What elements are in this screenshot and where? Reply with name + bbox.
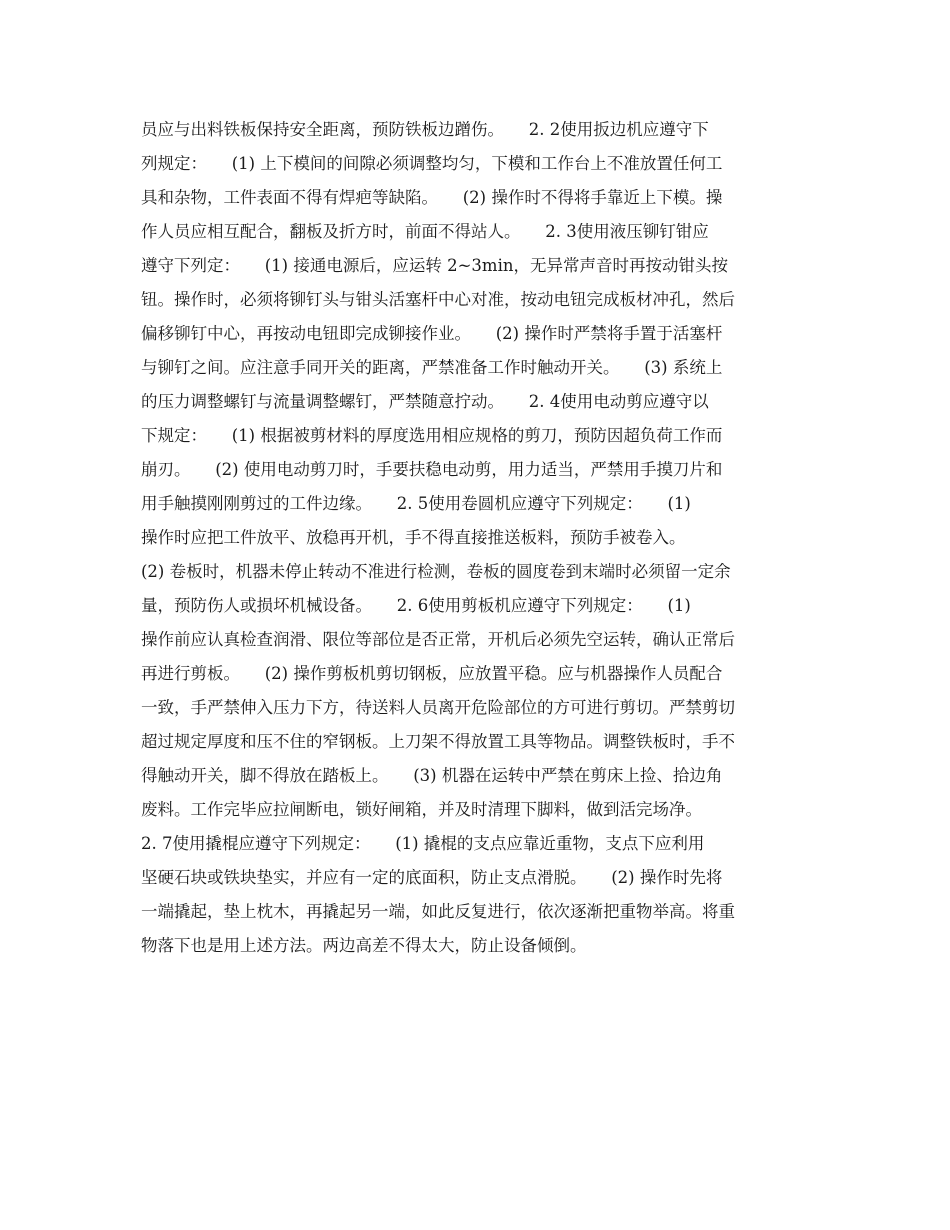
text-line: 超过规定厚度和压不住的窄钢板。上刀架不得放置工具等物品。调整铁板时，手不 <box>141 732 735 751</box>
text-line: 坚硬石块或铁块垫实，并应有一定的底面积，防止支点滑脱。 (2) 操作时先将 <box>141 868 723 887</box>
text-line: 一端撬起，垫上枕木，再撬起另一端，如此反复进行，依次逐渐把重物举高。将重 <box>141 902 735 921</box>
text-line: 崩刃。 (2) 使用电动剪刀时，手要扶稳电动剪，用力适当，严禁用手摸刀片和 <box>141 460 723 479</box>
text-line: 列规定： (1) 上下模间的间隙必须调整均匀，下模和工作台上不准放置任何工 <box>141 154 723 173</box>
text-line: 与铆钉之间。应注意手同开关的距离，严禁准备工作时触动开关。 (3) 系统上 <box>141 358 723 377</box>
text-line: 用手触摸刚刚剪过的工件边缘。 2. 5使用卷圆机应遵守下列规定： (1) <box>141 494 691 513</box>
text-line: 钮。操作时，必须将铆钉头与钳头活塞杆中心对准，按动电钮完成板材冲孔，然后 <box>141 290 735 309</box>
text-line: 操作时应把工件放平、放稳再开机，手不得直接推送板料，预防手被卷入。 <box>141 528 686 547</box>
text-line: 一致，手严禁伸入压力下方，待送料人员离开危险部位的方可进行剪切。严禁剪切 <box>141 698 735 717</box>
text-line: 2. 7使用撬棍应遵守下列规定： (1) 撬棍的支点应靠近重物，支点下应利用 <box>141 834 705 853</box>
text-line: 再进行剪板。 (2) 操作剪板机剪切钢板，应放置平稳。应与机器操作人员配合 <box>141 664 723 683</box>
text-line: 具和杂物，工件表面不得有焊疤等缺陷。 (2) 操作时不得将手靠近上下模。操 <box>141 188 723 207</box>
text-line: 得触动开关，脚不得放在踏板上。 (3) 机器在运转中严禁在剪床上捡、拾边角 <box>141 766 723 785</box>
text-line: 的压力调整螺钉与流量调整螺钉，严禁随意拧动。 2. 4使用电动剪应遵守以 <box>141 392 709 411</box>
body-text <box>141 113 821 963</box>
text-line: 作人员应相互配合，翻板及折方时，前面不得站人。 2. 3使用液压铆钉钳应 <box>141 222 709 241</box>
text-line: 员应与出料铁板保持安全距离，预防铁板边蹭伤。 2. 2使用扳边机应遵守下 <box>141 120 709 139</box>
text-line: 遵守下列定： (1) 接通电源后，应运转 2~3min，无异常声音时再按动钳头按 <box>141 256 728 275</box>
text-line: 下规定： (1) 根据被剪材料的厚度选用相应规格的剪刀，预防因超负荷工作而 <box>141 426 723 445</box>
text-line: 量，预防伤人或损坏机械设备。 2. 6使用剪板机应遵守下列规定： (1) <box>141 596 691 615</box>
text-line: 物落下也是用上述方法。两边高差不得太大，防止设备倾倒。 <box>141 936 587 955</box>
text-line: 偏移铆钉中心，再按动电钮即完成铆接作业。 (2) 操作时严禁将手置于活塞杆 <box>141 324 723 343</box>
text-line: 操作前应认真检查润滑、限位等部位是否正常，开机后必须先空运转，确认正常后 <box>141 630 735 649</box>
text-line: 废料。工作完毕应拉闸断电，锁好闸箱，并及时清理下脚料，做到活完场净。 <box>141 800 702 819</box>
text-line: (2) 卷板时，机器未停止转动不准进行检测，卷板的圆度卷到末端时必须留一定余 <box>141 562 731 581</box>
